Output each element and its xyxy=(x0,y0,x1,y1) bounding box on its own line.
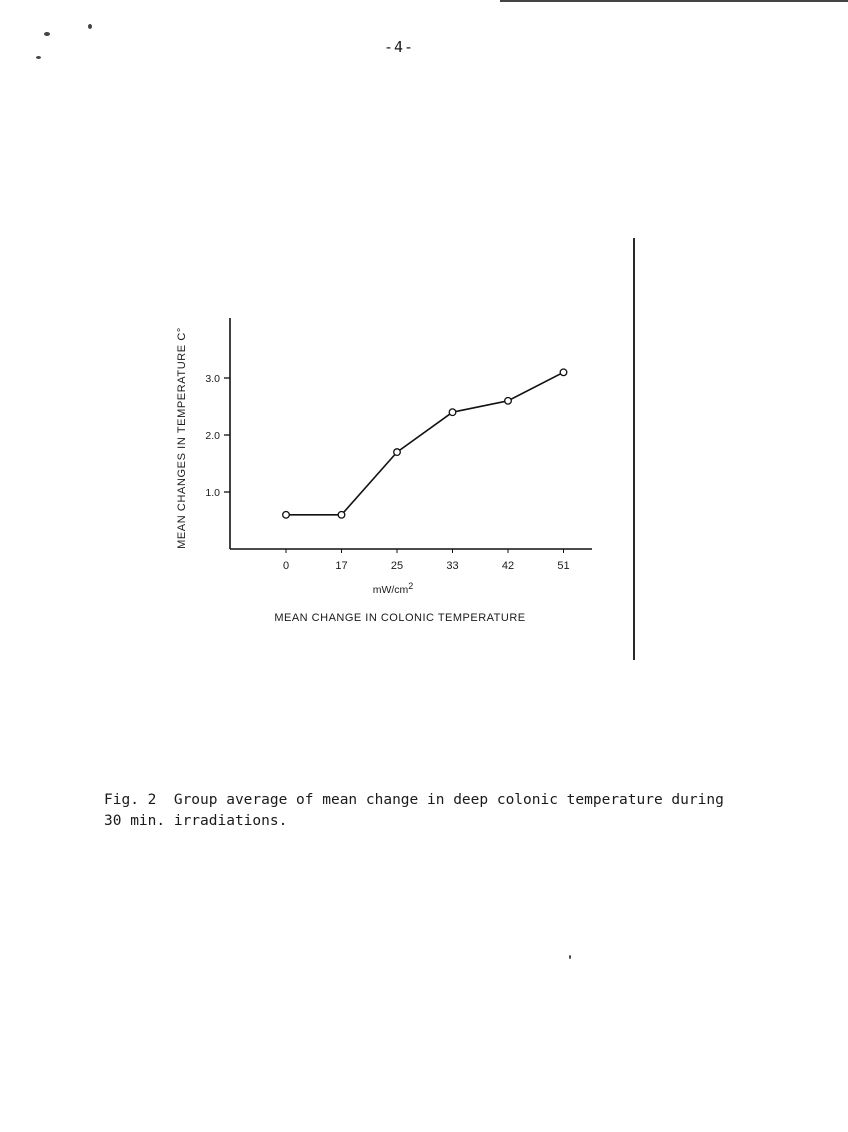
series-line xyxy=(286,372,564,515)
vertical-margin-rule xyxy=(633,238,635,660)
y-tick-label: 3.0 xyxy=(205,373,220,385)
chart-title: MEAN CHANGE IN COLONIC TEMPERATURE xyxy=(274,612,526,624)
y-tick-label: 1.0 xyxy=(205,487,220,499)
scan-speck xyxy=(44,32,50,36)
x-tick-label: 51 xyxy=(557,560,570,572)
page-number: -4- xyxy=(384,38,415,56)
x-axis-label xyxy=(373,581,414,596)
top-edge-rule xyxy=(500,0,848,2)
x-tick-label: 25 xyxy=(390,560,404,572)
y-tick-label: 2.0 xyxy=(205,430,220,442)
data-point-marker xyxy=(394,449,401,456)
x-tick-label: 17 xyxy=(335,560,348,572)
x-axis-label-superscript: 2 xyxy=(408,581,414,591)
x-tick-label: 42 xyxy=(501,560,515,572)
chart-series xyxy=(283,369,567,518)
x-tick-label: 0 xyxy=(282,560,290,572)
data-point-marker xyxy=(505,398,512,405)
scan-speck xyxy=(88,24,92,29)
figure-caption xyxy=(104,790,744,832)
line-chart xyxy=(160,300,610,640)
caption-line-1: Fig. 2 Group average of mean change in deep colonic temperature during xyxy=(104,792,724,808)
chart-ticks xyxy=(205,373,569,572)
data-point-marker xyxy=(283,512,290,519)
caption-line-2: 30 min. irradiations. xyxy=(104,813,288,829)
y-axis-label: MEAN CHANGES IN TEMPERATURE C° xyxy=(176,327,188,549)
scan-speck xyxy=(569,955,571,959)
x-tick-label: 33 xyxy=(446,560,459,572)
scan-speck xyxy=(36,56,41,59)
x-axis-label-unit: mW/cm xyxy=(372,584,409,596)
data-point-marker xyxy=(449,409,456,416)
data-point-marker xyxy=(338,512,345,519)
data-point-marker xyxy=(560,369,567,376)
